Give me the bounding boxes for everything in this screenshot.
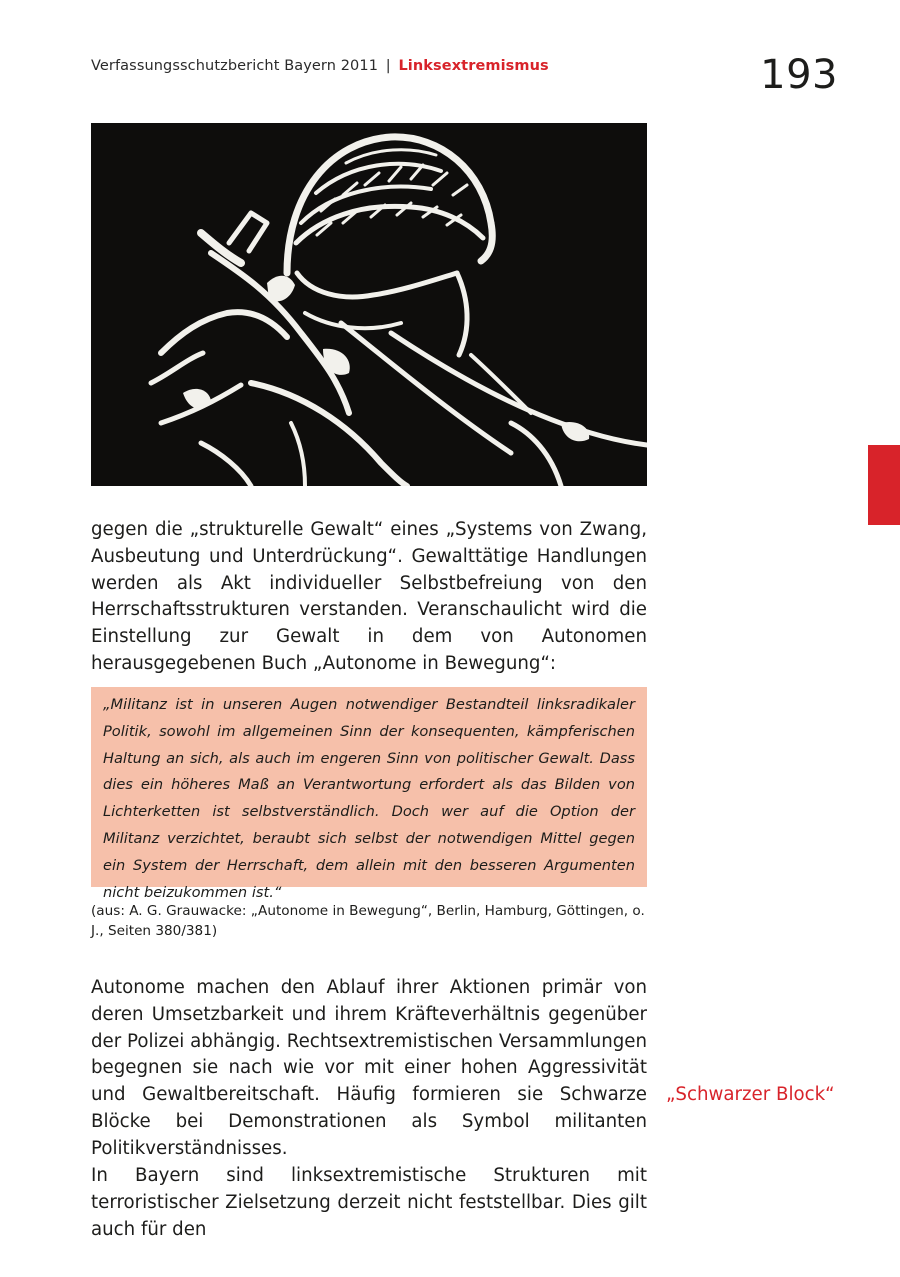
quote-box xyxy=(91,687,647,901)
body-paragraph-1: gegen die „strukturelle Gewalt“ eines „Systems von Zwang, Ausbeutung und Unterdrückung“. Gewalttätige Handlungen werden als Akt individueller Selbstbefreiung von den Herrschaftsstrukturen verstanden. Veranschaulicht wird die Einstellung zur Gewalt in dem von Autonomen herausgegebenen Buch „Autonome in Bewegung“: xyxy=(91,519,647,674)
quote-source: (aus: A. G. Grauwacke: „Autonome in Bewegung“, Berlin, Hamburg, Göttingen, o. J., Seiten 380/381) xyxy=(91,903,645,939)
chapter-tab-marker xyxy=(868,445,900,525)
masked-militant-icon xyxy=(91,123,647,486)
body-paragraph-2: Autonome machen den Ablauf ihrer Aktionen primär von deren Umsetzbarkeit und ihrem Kräfteverhältnis gegenüber der Polizei abhängig. Rechtsextremistischen Versammlungen begegnen sie nach wie vor mit einer hohen Aggressivität und Gewaltbereitschaft. Häufig formieren sie Schwarze Blöcke bei Demonstrationen als Symbol militanten Politikverständnisses. xyxy=(91,977,647,1159)
running-header xyxy=(91,58,549,74)
militant-illustration xyxy=(91,123,647,486)
section-title: Linksextremismus xyxy=(398,58,549,74)
margin-note: „Schwarzer Block“ xyxy=(666,1084,835,1105)
header-separator: | xyxy=(385,58,391,74)
body-paragraph-3: In Bayern sind linksextremistische Strukturen mit terroristischer Zielsetzung derzeit nicht feststellbar. Dies gilt auch für den xyxy=(91,1165,647,1240)
quote-text: „Militanz ist in unseren Augen notwendiger Bestandteil linksradikaler Politik, sowohl im allgemeinen Sinn der konsequenten, kämpferischen Haltung an sich, als auch im engeren Sinn von politischer Gewalt. Dass dies ein höheres Maß an Verantwortung erfordert als das Bilden von Lichterketten ist selbstverständlich. Doch wer auf die Option der Militanz verzichtet, beraubt sich selbst der notwendigen Mittel gegen ein System der Herrschaft, dem allein mit den besseren Argumenten nicht beizukommen ist.“ xyxy=(103,696,635,901)
page-number: 193 xyxy=(760,52,838,98)
publication-title: Verfassungsschutzbericht Bayern 2011 xyxy=(91,58,379,74)
